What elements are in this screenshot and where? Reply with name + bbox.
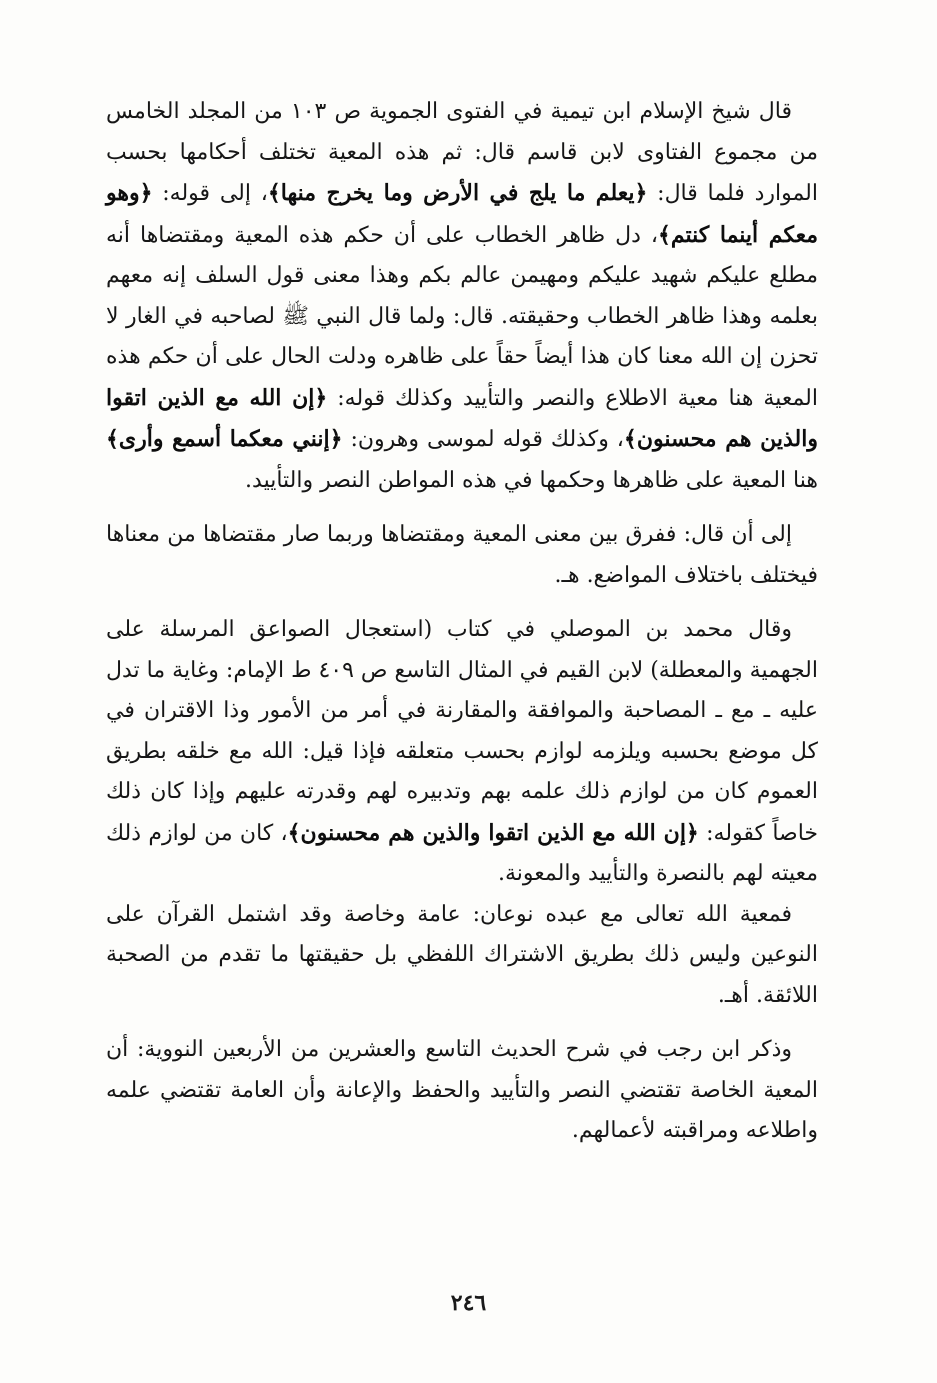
text-segment: ، وكذلك قوله لموسى وهرون: [342, 427, 624, 452]
paragraph-ibn-rajab [106, 1030, 818, 1152]
text-segment: ، كان من لوازم ذلك معيته لهم بالنصرة والتأييد والمعونة. [106, 820, 818, 886]
text-segment: فمعية الله تعالى مع عبده نوعان: عامة وخاصة وقد اشتمل القرآن على النوعين وليس ذلك بطريق الاشتراك اللفظي بل حقيقتها ما تقدم من الصحبة اللائقة. أهـ. [106, 901, 818, 1008]
paragraph-mosuli [106, 610, 818, 895]
quran-quote: ﴿إنني معكما أسمع وأرى﴾ [106, 426, 343, 452]
text-segment: وقال محمد بن الموصلي في كتاب (استعجال الصواعق المرسلة على الجهمية والمعطلة) لابن القيم في المثال التاسع ص ٤٠٩ ط الإمام: وغاية ما تدل عليه ـ مع ـ المصاحبة والموافقة والمقارنة في أمر من الأمور وذا الاقتران في كل موضع بحسبه ويلزمه لوازم بحسب متعلقه فإذا قيل: الله مع خلقه بطريق العموم كان من لوازم ذلك علمه بهم وتدبيره لهم وقدرته عليهم وإذا كان ذلك خاصاً كقوله: [106, 617, 818, 846]
text-segment: هنا المعية على ظاهرها وحكمها في هذه المواطن النصر والتأييد. [245, 467, 818, 493]
page-number: ٢٤٦ [450, 1290, 487, 1316]
quran-quote: ﴿إن الله مع الذين اتقوا والذين هم محسنون﴾ [287, 819, 699, 846]
paragraph-conclusion [106, 515, 818, 596]
text-segment: ، دل ظاهر الخطاب على أن حكم هذه المعية ومقتضاها أنه مطلع عليكم شهيد عليكم ومهيمن عالم بكم وهذا معنى قول السلف إنه معهم بعلمه وهذا ظاهر الخطاب وحقيقته. قال: ولما قال النبي ﷺ لصاحبه في الغار لا تحزن إن الله معنا كان هذا أيضاً حقاً على ظاهره ودلت الحال على أن حكم هذه المعية هنا معية الاطلاع والنصر والتأييد وكذلك قوله: [106, 222, 818, 411]
quran-quote: ﴿يعلم ما يلج في الأرض وما يخرج منها﴾ [267, 180, 648, 206]
text-segment: وذكر ابن رجب في شرح الحديث التاسع والعشرين من الأربعين النووية: أن المعية الخاصة تقتضي النصر والتأييد والحفظ والإعانة وأن العامة تقتضي علمه واطلاعه ومراقبته لأعمالهم. [106, 1037, 818, 1143]
text-segment: قال شيخ الإسلام ابن تيمية في الفتوى الجموية ص ١٠٣ من المجلد الخامس من مجموع الفتاوى لابن قاسم قال: ثم هذه المعية تختلف أحكامها بحسب الموارد فلما قال: [106, 99, 819, 206]
quran-quote: ﴿إن الله مع الذين اتقوا والذين هم محسنون﴾ [106, 384, 818, 452]
paragraph-two-types [106, 895, 818, 1017]
quran-quote: ﴿وهو معكم أينما كنتم﴾ [106, 180, 818, 248]
text-segment: ، إلى قوله: [152, 181, 268, 206]
body-text [106, 92, 818, 1152]
text-segment: إلى أن قال: ففرق بين معنى المعية ومقتضاها وربما صار مقتضاها من معناها فيختلف باختلاف المواضع. هـ. [106, 522, 818, 588]
paragraph-ibn-taymiyya [106, 92, 818, 501]
